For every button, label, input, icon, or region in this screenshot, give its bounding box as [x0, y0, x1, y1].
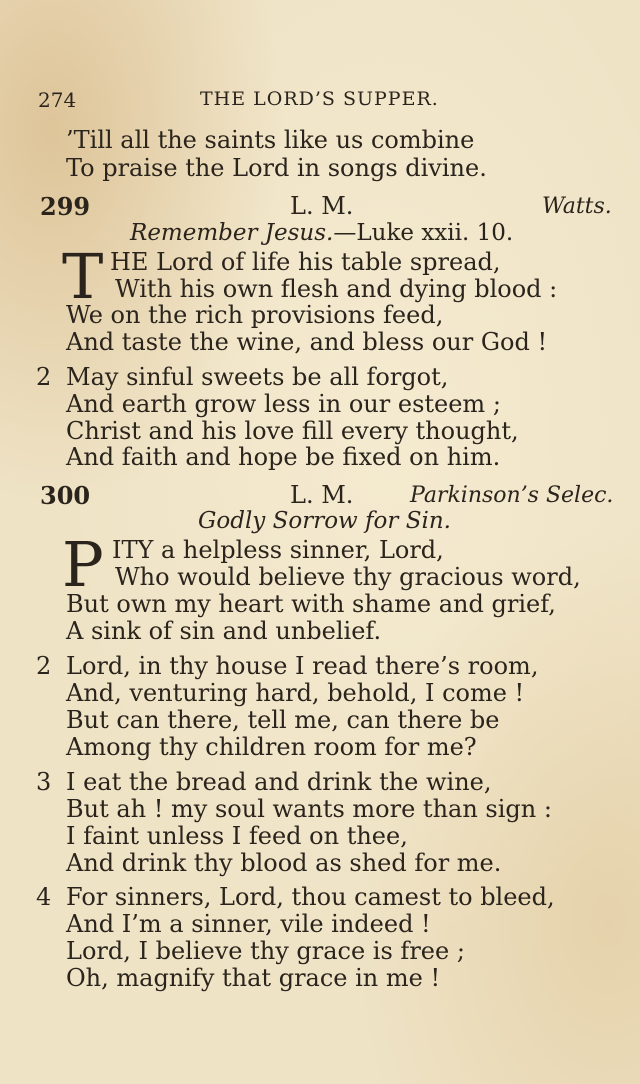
- page-number: 274: [38, 88, 77, 112]
- hymn-299-s2-line-1: May sinful sweets be all forgot,: [66, 363, 449, 391]
- continuation-line-2: To praise the Lord in songs divine.: [66, 154, 487, 182]
- hymn-300-s1-line-3: But own my heart with shame and grief,: [66, 590, 556, 618]
- hymn-300-s2-line-4: Among thy children room for me?: [66, 733, 477, 761]
- hymn-300-stanza-4-number: 4: [36, 883, 52, 911]
- hymn-300-s4-line-2: And I’m a sinner, vile indeed !: [66, 910, 431, 938]
- hymn-299-s2-line-4: And faith and hope be fixed on him.: [66, 443, 501, 471]
- hymn-299-s1-line-2: With his own flesh and dying blood :: [115, 275, 558, 303]
- hymn-300-s3-line-2: But ah ! my soul wants more than sign :: [66, 795, 552, 823]
- hymn-300-s4-line-3: Lord, I believe thy grace is free ;: [66, 937, 465, 965]
- hymn-300-stanza-2-number: 2: [36, 652, 52, 680]
- hymn-299-meter: L. M.: [290, 192, 354, 220]
- hymn-299-stanza-2-number: 2: [36, 363, 52, 391]
- hymn-299-subtitle-reference: —Luke xxii. 10.: [333, 220, 514, 246]
- hymn-299-s2-line-2: And earth grow less in our esteem ;: [66, 390, 501, 418]
- hymn-299-s2-line-3: Christ and his love fill every thought,: [66, 417, 519, 445]
- hymn-300-s4-line-1: For sinners, Lord, thou camest to bleed,: [66, 883, 555, 911]
- hymn-number-300: 300: [40, 481, 91, 510]
- hymn-300-s2-line-2: And, venturing hard, behold, I come !: [66, 679, 525, 707]
- hymn-number-299: 299: [40, 192, 91, 221]
- hymn-300-s4-line-4: Oh, magnify that grace in me !: [66, 964, 441, 992]
- hymn-300-subtitle: [198, 508, 451, 534]
- hymn-299-s1-line-4: And taste the wine, and bless our God !: [66, 328, 548, 356]
- hymn-300-stanza-3-number: 3: [36, 768, 52, 796]
- hymn-300-s2-line-1: Lord, in thy house I read there’s room,: [66, 652, 539, 680]
- hymn-300-dropcap: P: [62, 528, 104, 601]
- hymn-300-s3-line-1: I eat the bread and drink the wine,: [66, 768, 492, 796]
- hymn-299-dropcap: T: [62, 240, 104, 313]
- hymn-300-s3-line-3: I faint unless I feed on thee,: [66, 822, 408, 850]
- hymn-299-s1-line-1: HE Lord of life his table spread,: [110, 248, 501, 276]
- hymn-300-s1-line-1: ITY a helpless sinner, Lord,: [112, 536, 444, 564]
- hymn-299-subtitle: [130, 220, 513, 246]
- hymn-299-s1-line-3: We on the rich provisions feed,: [66, 301, 444, 329]
- hymn-300-meter: L. M.: [290, 481, 354, 509]
- continuation-line-1: ’Till all the saints like us combine: [66, 126, 475, 154]
- hymn-300-author: Parkinson’s Selec.: [410, 483, 614, 508]
- hymn-300-s1-line-4: A sink of sin and unbelief.: [66, 617, 382, 645]
- running-title: THE LORD’S SUPPER.: [200, 88, 439, 110]
- hymn-300-subtitle-text: Godly Sorrow for Sin.: [198, 508, 451, 534]
- hymn-299-subtitle-theme: Remember Jesus.: [130, 220, 334, 246]
- hymn-299-author: Watts.: [542, 194, 612, 219]
- hymn-300-s1-line-2: Who would believe thy gracious word,: [115, 563, 581, 591]
- hymn-300-s2-line-3: But can there, tell me, can there be: [66, 706, 500, 734]
- hymn-300-s3-line-4: And drink thy blood as shed for me.: [66, 849, 502, 877]
